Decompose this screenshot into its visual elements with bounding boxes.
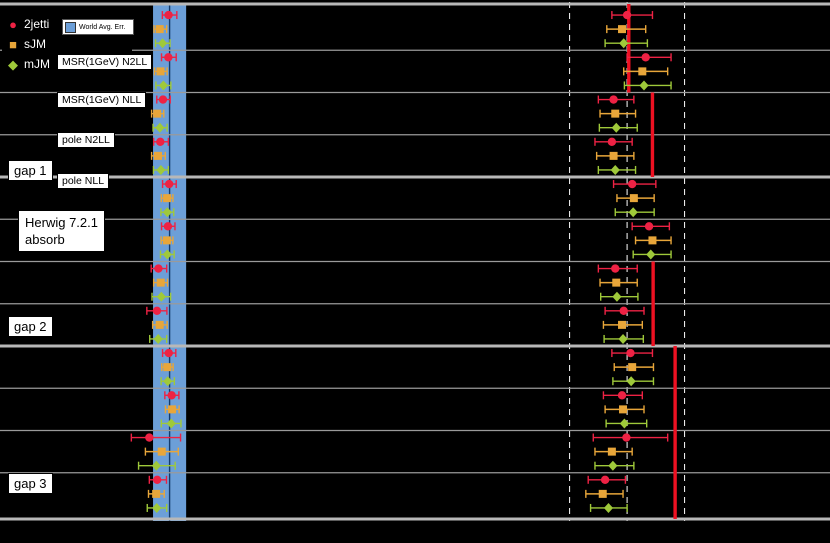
annotation-msr-n2ll: MSR(1GeV) N2LL <box>57 54 152 70</box>
circle-marker-icon: ● <box>9 16 17 32</box>
square-marker-icon: ■ <box>9 36 17 52</box>
legend-label: sJM <box>24 37 46 51</box>
group-label-gap2: gap 2 <box>8 316 53 337</box>
annotation-herwig <box>18 210 105 252</box>
legend-label: mJM <box>24 57 50 71</box>
annotation-herwig-line1: Herwig 7.2.1 <box>25 215 98 230</box>
annotation-herwig-line2: absorb <box>25 232 65 247</box>
band-swatch-icon <box>65 22 76 33</box>
annotation-pole-n2ll: pole N2LL <box>57 132 115 148</box>
group-label-gap1: gap 1 <box>8 160 53 181</box>
legend-item-sjm <box>2 34 132 54</box>
legend-label: 2jetti <box>24 17 50 31</box>
group-label-gap3: gap 3 <box>8 473 53 494</box>
annotation-msr-nll: MSR(1GeV) NLL <box>57 92 146 108</box>
annotation-pole-nll: pole NLL <box>57 173 109 189</box>
diamond-marker-icon: ◆ <box>8 56 18 72</box>
world-avg-err-label: World Avg. Err. <box>79 23 126 31</box>
world-average-error-legend <box>62 19 134 35</box>
